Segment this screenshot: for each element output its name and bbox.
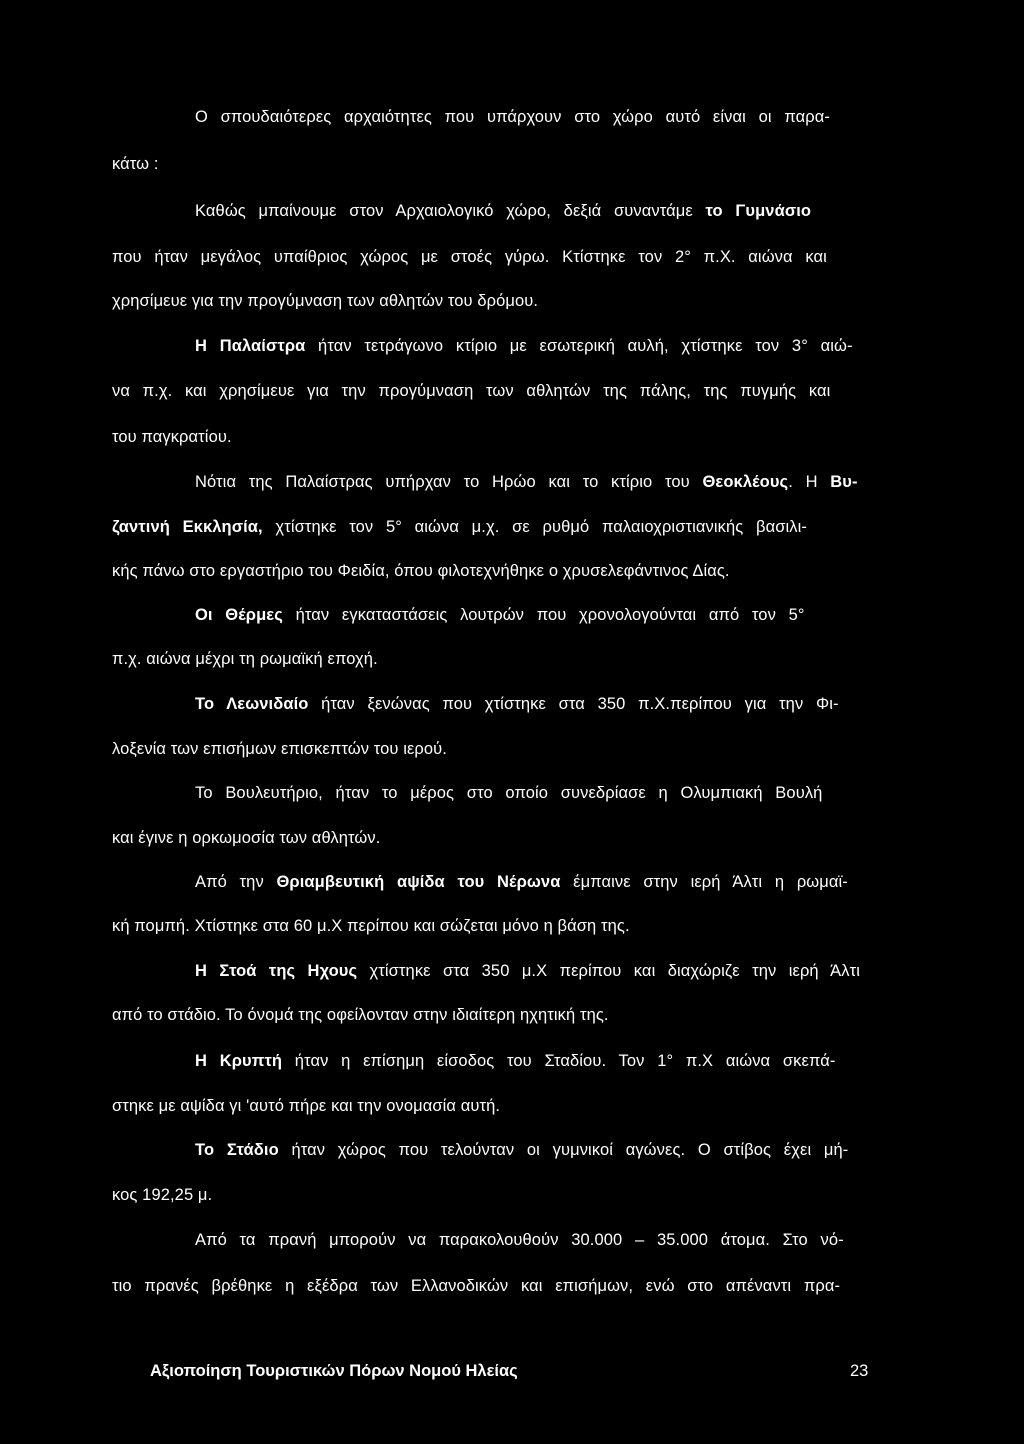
text-line: [195, 871, 848, 893]
bold-term: Βυ-: [830, 473, 858, 491]
text-span: τιο πρανές βρέθηκε η εξέδρα των Ελλανοδικών και επισήμων, ενώ στο απέναντι πρα-: [112, 1277, 841, 1295]
text-span: Το Βουλευτήριο, ήταν το μέρος στο οποίο συνεδρίασε η Ολυμπιακή Βουλή: [195, 784, 823, 802]
text-line: [195, 471, 858, 493]
text-span: π.χ. αιώνα μέχρι τη ρωμαϊκή εποχή.: [112, 650, 378, 668]
text-span: λοξενία των επισήμων επισκεπτών του ιερού.: [112, 740, 447, 758]
text-span: κής πάνω στο εργαστήριο του Φειδία, όπου φιλοτεχνήθηκε ο χρυσελεφάντινος Δίας.: [112, 562, 730, 580]
bold-term: Η Παλαίστρα: [195, 337, 306, 355]
text-span: να π.χ. και χρησίμευε για την προγύμναση των αθλητών της πάλης, της πυγμής και: [112, 382, 831, 400]
text-span: ήταν χώρος που τελούνταν οι γυμνικοί αγώνες. Ο στίβος έχει μή-: [278, 1141, 849, 1159]
text-span: Ο σπουδαιότερες αρχαιότητες που υπάρχουν στο χώρο αυτό είναι οι παρα-: [195, 108, 830, 126]
text-line: [112, 560, 730, 582]
text-span: του παγκρατίου.: [112, 428, 232, 446]
text-line: [112, 738, 447, 760]
text-line: [195, 960, 860, 982]
bold-term: Θεοκλέους: [702, 473, 789, 491]
text-span: ήταν η επίσημη είσοδος του Σταδίου. Τον 1° π.Χ αιώνα σκεπά-: [282, 1052, 836, 1070]
text-span: Από τα πρανή μπορούν να παρακολουθούν 30.000 – 35.000 άτομα. Στο νό-: [195, 1231, 844, 1249]
text-line: [112, 516, 807, 538]
text-line: [195, 1050, 835, 1072]
text-span: που ήταν μεγάλος υπαίθριος χώρος με στοές γύρω. Κτίστηκε τον 2° π.Χ. αιώνα και: [112, 248, 827, 266]
text-line: [112, 1004, 609, 1026]
text-line: [112, 1095, 500, 1117]
text-line: [195, 1139, 848, 1161]
text-line: [112, 915, 630, 937]
footer-title: Αξιοποίηση Τουριστικών Πόρων Νομού Ηλείας: [150, 1362, 518, 1380]
text-span: ήταν ξενώνας που χτίστηκε στα 350 π.Χ.περίπου για την Φι-: [308, 695, 839, 713]
page-number: 23: [850, 1362, 869, 1380]
text-line: [112, 380, 830, 402]
bold-term: Η Στοά της Ηχους: [195, 962, 358, 980]
text-span: στηκε με αψίδα γι 'αυτό πήρε και την ονομασία αυτή.: [112, 1097, 501, 1115]
text-span: κή πομπή. Χτίστηκε στα 60 μ.Χ περίπου και σώζεται μόνο η βάση της.: [112, 917, 630, 935]
text-span: χτίστηκε στα 350 μ.Χ περίπου και διαχώριζε την ιερή Άλτι: [357, 962, 860, 980]
text-line: [112, 246, 827, 268]
text-line: [195, 782, 822, 804]
text-span: κος 192,25 μ.: [112, 1186, 213, 1204]
text-line: [195, 106, 830, 128]
text-line: [112, 426, 232, 448]
text-span: Νότια της Παλαίστρας υπήρχαν το Ηρώο και το κτίριο του: [195, 473, 703, 491]
bold-term: ζαντινή Εκκλησία,: [112, 518, 263, 536]
text-line: [112, 648, 378, 670]
text-span: ήταν τετράγωνο κτίριο με εσωτερική αυλή, χτίστηκε τον 3° αιώ-: [305, 337, 853, 355]
text-line: [195, 1229, 844, 1251]
text-span: χτίστηκε τον 5° αιώνα μ.χ. σε ρυθμό παλαιοχριστιανικής βασιλι-: [262, 518, 807, 536]
text-span: ήταν εγκαταστάσεις λουτρών που χρονολογούνται από τον 5°: [282, 606, 805, 624]
bold-term: Θριαμβευτική αψίδα του Νέρωνα: [276, 873, 561, 891]
text-line: [112, 1275, 840, 1297]
text-line: [195, 604, 805, 626]
bold-term: Οι Θέρμες: [195, 606, 283, 624]
text-line: [195, 200, 811, 222]
text-line: [112, 1184, 212, 1206]
text-line: [112, 290, 538, 312]
text-line: [112, 827, 380, 849]
text-span: . Η: [788, 473, 831, 491]
text-span: χρησίμευε για την προγύμναση των αθλητών του δρόμου.: [112, 292, 539, 310]
bold-term: το Γυμνάσιο: [705, 202, 812, 220]
bold-term: Η Κρυπτή: [195, 1052, 283, 1070]
text-span: και έγινε η ορκωμοσία των αθλητών.: [112, 829, 381, 847]
text-line: [112, 153, 159, 175]
text-span: από το στάδιο. Το όνομά της οφείλονταν στην ιδιαίτερη ηχητική της.: [112, 1006, 609, 1024]
text-span: έμπαινε στην ιερή Άλτι η ρωμαϊ-: [560, 873, 848, 891]
text-line: [195, 335, 853, 357]
text-line: [195, 693, 839, 715]
text-span: Από την: [195, 873, 277, 891]
bold-term: Το Στάδιο: [195, 1141, 279, 1159]
text-span: κάτω :: [112, 155, 159, 173]
text-span: Καθώς μπαίνουμε στον Αρχαιολογικό χώρο, δεξιά συναντάμε: [195, 202, 706, 220]
bold-term: Το Λεωνιδαίο: [195, 695, 309, 713]
